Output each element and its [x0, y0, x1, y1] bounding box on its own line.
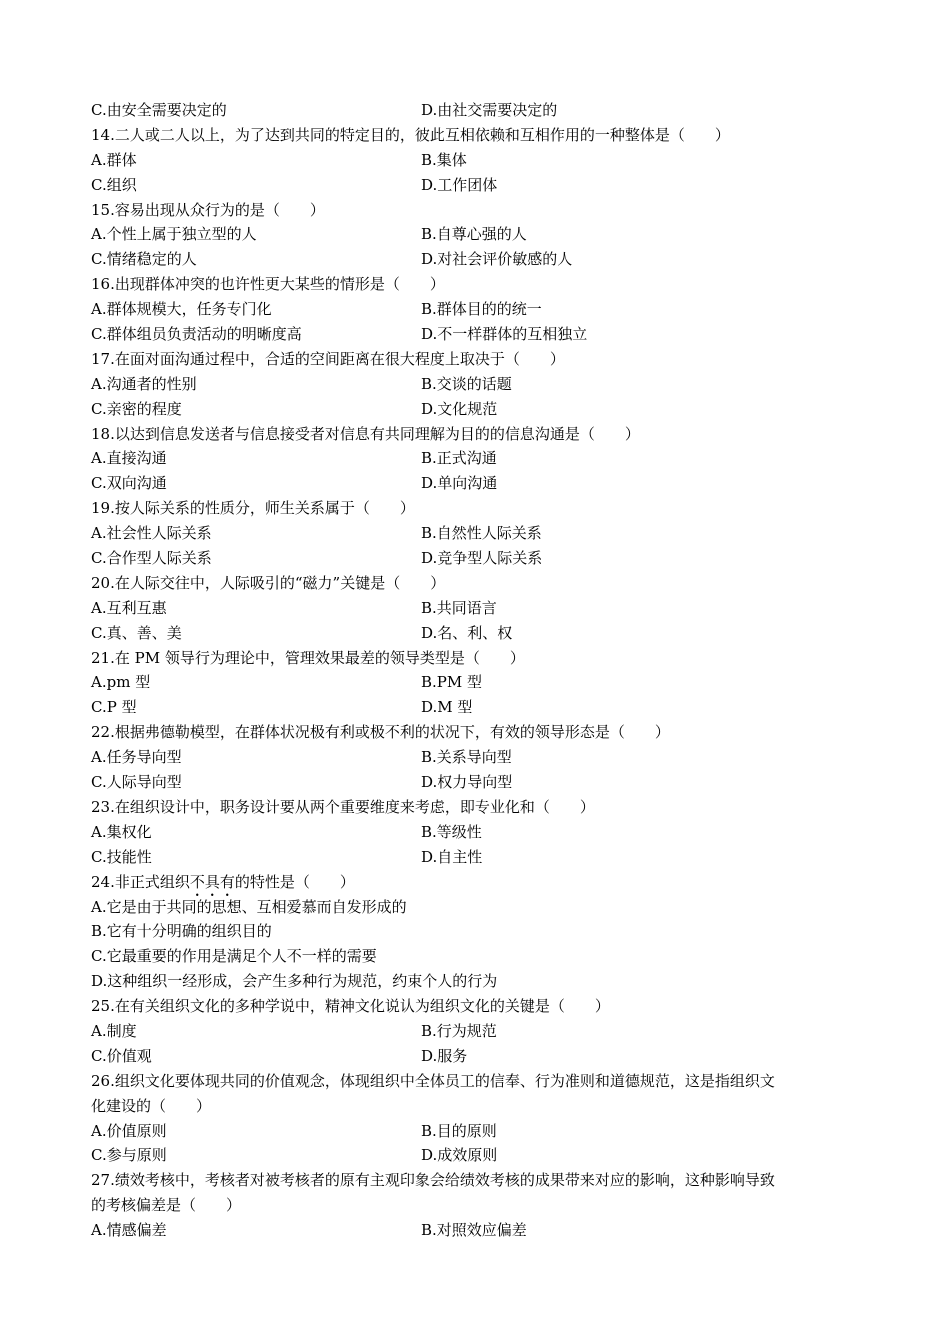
options-row — [91, 695, 871, 720]
text-line: C.它最重要的作用是满足个人不一样的需要 — [91, 947, 377, 966]
option-right: D.由社交需要决定的 — [421, 101, 558, 119]
options-row — [91, 173, 871, 198]
options-row — [91, 471, 871, 496]
option-right: D.对社会评价敏感的人 — [421, 250, 573, 269]
option-right: B.关系导向型 — [421, 748, 512, 767]
option-left: A.群体规模大，任务专门化 — [91, 300, 272, 319]
option-right: B.自然性人际关系 — [421, 524, 542, 543]
options-row — [91, 1218, 871, 1243]
option-right: B.正式沟通 — [421, 449, 497, 468]
option-left: A.任务导向型 — [91, 748, 182, 767]
text-line: 20.在人际交往中，人际吸引的“磁力”关键是（ ） — [91, 573, 446, 592]
option-right: D.竞争型人际关系 — [421, 549, 543, 568]
question-text-part: 24.非正式组织 — [91, 872, 190, 891]
option-left: C.由安全需要决定的 — [91, 101, 227, 119]
option-left: C.P 型 — [91, 698, 137, 717]
options-row — [91, 745, 871, 770]
options-row — [91, 596, 871, 621]
options-row — [91, 670, 871, 695]
text-line: 18.以达到信息发送者与信息接受者对信息有共同理解为目的的信息沟通是（ ） — [91, 424, 640, 443]
options-row — [91, 446, 871, 471]
options-row — [91, 1119, 871, 1144]
text-line: 19.按人际关系的性质分，师生关系属于（ ） — [91, 499, 415, 518]
option-right: D.文化规范 — [421, 399, 498, 418]
option-left: A.直接沟通 — [91, 449, 167, 468]
options-row — [91, 546, 871, 571]
option-left: C.价值观 — [91, 1046, 152, 1065]
text-line: 14.二人或二人以上，为了达到共同的特定目的，彼此互相依赖和互相作用的一种整体是（ ） — [91, 125, 730, 144]
option-right: B.对照效应偏差 — [421, 1221, 527, 1240]
options-row — [91, 770, 871, 795]
option-right: B.等级性 — [421, 822, 482, 841]
options-row — [91, 1019, 871, 1044]
options-row — [91, 397, 871, 422]
options-row — [91, 98, 871, 123]
option-right: D.工作团体 — [421, 175, 498, 194]
options-row — [91, 1044, 871, 1069]
option-right: D.名、利、权 — [421, 623, 513, 642]
option-left: C.技能性 — [91, 847, 152, 866]
option-right: B.目的原则 — [421, 1121, 497, 1140]
option-left: A.群体 — [91, 150, 137, 169]
text-line: 的考核偏差是（ ） — [91, 1196, 242, 1215]
option-right: B.交谈的话题 — [421, 374, 512, 393]
text-line: 21.在 PM 领导行为理论中，管理效果最差的领导类型是（ ） — [91, 648, 525, 667]
option-left: C.群体组员负责活动的明晰度高 — [91, 325, 302, 344]
option-left: A.社会性人际关系 — [91, 524, 212, 543]
options-row — [91, 322, 871, 347]
option-right: B.群体目的的统一 — [421, 300, 542, 319]
options-row — [91, 222, 871, 247]
option-right: D.服务 — [421, 1046, 468, 1065]
text-line: 17.在面对面沟通过程中，合适的空间距离在很大程度上取决于（ ） — [91, 349, 565, 368]
option-right: D.自主性 — [421, 847, 483, 866]
option-left: A.个性上属于独立型的人 — [91, 225, 257, 244]
option-right: B.自尊心强的人 — [421, 225, 527, 244]
text-line: 化建设的（ ） — [91, 1096, 212, 1115]
options-row — [91, 621, 871, 646]
text-line: 23.在组织设计中，职务设计要从两个重要维度来考虑，即专业化和（ ） — [91, 797, 595, 816]
option-right: B.行为规范 — [421, 1021, 497, 1040]
option-left: C.参与原则 — [91, 1146, 167, 1165]
option-left: A.情感偏差 — [91, 1221, 167, 1240]
option-right: B.集体 — [421, 150, 467, 169]
text-line: A.它是由于共同的思想、互相爱慕而自发形成的 — [91, 897, 407, 916]
text-line: 26.组织文化要体现共同的价值观念，体现组织中全体员工的信奉、行为准则和道德规范，这是指组织文 — [91, 1071, 775, 1090]
option-right: D.单向沟通 — [421, 474, 498, 493]
option-left: C.合作型人际关系 — [91, 549, 212, 568]
option-right: D.不一样群体的互相独立 — [421, 325, 588, 344]
text-line: 16.出现群体冲突的也许性更大某些的情形是（ ） — [91, 275, 445, 294]
options-row — [91, 247, 871, 272]
option-left: A.沟通者的性别 — [91, 374, 197, 393]
text-line: 25.在有关组织文化的多种学说中，精神文化说认为组织文化的关键是（ ） — [91, 997, 610, 1016]
option-left: C.情绪稳定的人 — [91, 250, 197, 269]
option-left: C.人际导向型 — [91, 773, 182, 792]
option-left: A.集权化 — [91, 822, 152, 841]
option-right: B.PM 型 — [421, 673, 483, 692]
text-line: 27.绩效考核中，考核者对被考核者的原有主观印象会给绩效考核的成果带来对应的影响，这种影响导致 — [91, 1171, 775, 1190]
option-left: C.组织 — [91, 175, 137, 194]
text-line: B.它有十分明确的组织目的 — [91, 922, 272, 941]
emphasized-text: 不具有 — [189, 872, 235, 891]
option-right: B.共同语言 — [421, 598, 497, 617]
option-left: A.制度 — [91, 1021, 137, 1040]
option-right: D.M 型 — [421, 698, 473, 717]
options-row — [91, 521, 871, 546]
options-row — [91, 820, 871, 845]
text-line: 22.根据弗德勒模型，在群体状况极有利或极不利的状况下，有效的领导形态是（ ） — [91, 723, 670, 742]
option-right: D.成效原则 — [421, 1146, 498, 1165]
text-line: D.这种组织一经形成，会产生多种行为规范，约束个人的行为 — [91, 972, 498, 991]
options-row — [91, 1143, 871, 1168]
option-left: C.双向沟通 — [91, 474, 167, 493]
options-row — [91, 845, 871, 870]
text-line: 15.容易出现从众行为的是（ ） — [91, 200, 325, 219]
question-text-part: 的特性是（ ） — [234, 872, 355, 891]
options-row — [91, 297, 871, 322]
options-row — [91, 372, 871, 397]
option-left: C.真、善、美 — [91, 623, 182, 642]
option-left: A.互利互惠 — [91, 598, 167, 617]
option-right: D.权力导向型 — [421, 773, 513, 792]
document-body — [91, 98, 871, 1243]
question-line — [91, 870, 871, 895]
option-left: A.pm 型 — [91, 673, 151, 692]
options-row — [91, 148, 871, 173]
option-left: A.价值原则 — [91, 1121, 167, 1140]
option-left: C.亲密的程度 — [91, 399, 182, 418]
